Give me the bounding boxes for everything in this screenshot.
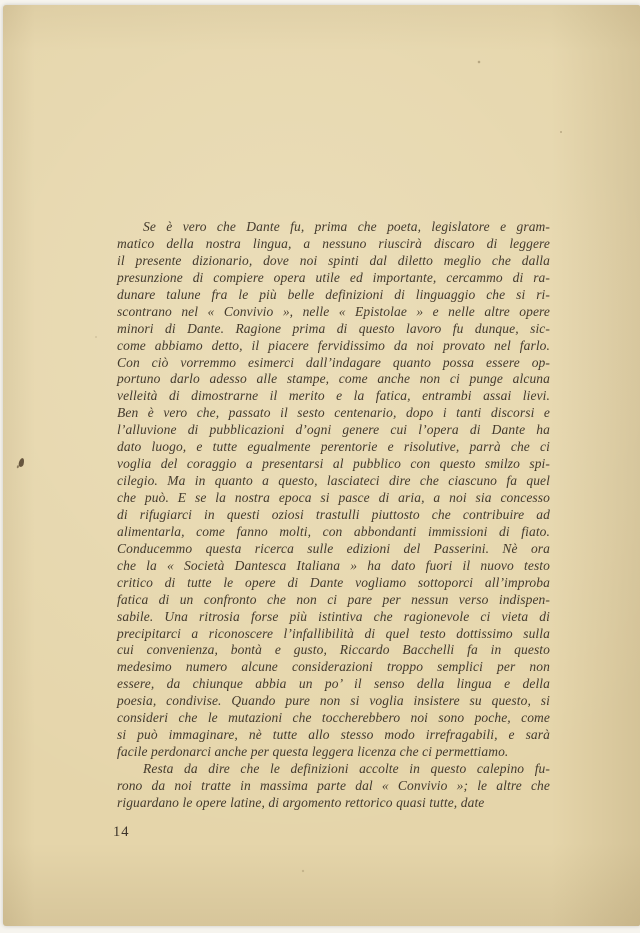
text-line: Con ciò vorremmo esimerci dall’indagare quanto possa essere op- bbox=[117, 354, 550, 370]
text-line: precipitarci a riconoscere l’infallibilità di quel testo dottissimo sulla bbox=[117, 625, 550, 641]
text-line: l’alluvione di pubblicazioni d’ogni genere cui l’opera di Dante ha bbox=[117, 422, 550, 438]
text-line: come abbiamo detto, il piacere fervidissimo da noi provato nel farlo. bbox=[117, 337, 550, 353]
ink-speck bbox=[18, 458, 25, 468]
text-line: riguardano le opere latine, di argomento rettorico quasi tutte, date bbox=[117, 794, 485, 810]
text-line: critico di tutte le opere di Dante vogliamo sottoporci all’improba bbox=[117, 574, 550, 590]
text-line: cilegio. Ma in quanto a questo, lasciateci dire che ciascuno fa quel bbox=[117, 473, 550, 489]
text-line: dunare talune fra le più belle definizioni di linguaggio che si ri- bbox=[117, 286, 550, 302]
text-block bbox=[117, 219, 550, 812]
text-line: Resta da dire che le definizioni accolte in questo calepino fu- bbox=[143, 761, 550, 776]
text-line: dato luogo, e tutte egualmente perentorie e risolutive, parrà che ci bbox=[117, 439, 550, 455]
text-line: essere, da chiunque abbia un po’ il senso della lingua e della bbox=[117, 676, 550, 692]
text-line: che la « Società Dantesca Italiana » ha dato fuori il nuovo testo bbox=[117, 557, 550, 573]
text-line: medesimo numero alcune considerazioni troppo semplici per non bbox=[117, 659, 550, 675]
paragraph bbox=[117, 761, 550, 812]
text-line: velleità di dimostrarne il merito e la fatica, entrambi assai lievi. bbox=[117, 388, 550, 404]
text-line: fatica di un confronto che non ci pare per nessun verso indispen- bbox=[117, 591, 550, 607]
text-line: voglia del coraggio a presentarsi al pubblico con questo smilzo spi- bbox=[117, 456, 550, 472]
page-number: 14 bbox=[113, 824, 130, 840]
text-line: sabile. Una ritrosia forse più istintiva che ragionevole ci vieta di bbox=[117, 608, 550, 624]
text-line: minori di Dante. Ragione prima di questo lavoro fu dunque, sic- bbox=[117, 320, 550, 336]
text-line: alimentarla, come fanno molti, con abbondanti immissioni di fiato. bbox=[117, 523, 550, 539]
text-line: consideri che le mutazioni che toccherebbero noi sono poche, come bbox=[117, 710, 550, 726]
text-line: presunzione di compiere opera utile ed importante, cercammo di ra- bbox=[117, 269, 550, 285]
text-line: Conducemmo questa ricerca sulle edizioni del Passerini. Nè ora bbox=[117, 540, 550, 556]
paragraph bbox=[117, 219, 550, 761]
text-line: rono da noi tratte in massima parte dal « Convivio »; le altre che bbox=[117, 777, 550, 793]
text-line: che può. E se la nostra epoca si pasce di aria, a noi sia concesso bbox=[117, 490, 550, 505]
text-line: matico della nostra lingua, a nessuno riuscirà discaro di leggere bbox=[117, 235, 550, 251]
text-line: di rifugiarci in questi oziosi trastulli piuttosto che contribuire ad bbox=[117, 506, 550, 522]
text-line: il presente dizionario, dove noi spinti dal diletto meglio che dalla bbox=[117, 252, 550, 268]
text-line: facile perdonarci anche per questa leggera licenza che ci permettiamo. bbox=[117, 744, 509, 760]
text-line: cui convenienza, bontà e gusto, Riccardo Bacchelli fa in questo bbox=[117, 642, 550, 658]
text-line: poesia, condivise. Quando pure non si voglia insistere su questo, si bbox=[117, 693, 550, 709]
text-line: si può immaginare, nè tutte allo stesso modo irrefragabili, e sarà bbox=[117, 727, 550, 743]
book-page bbox=[3, 5, 640, 926]
text-line: scontrano nel « Convivio », nelle « Epistolae » e nelle altre opere bbox=[117, 303, 550, 319]
text-line: Ben è vero che, passato il sesto centenario, dopo i tanti discorsi e bbox=[117, 405, 550, 421]
text-line: Se è vero che Dante fu, prima che poeta, legislatore e gram- bbox=[143, 219, 550, 234]
text-line: portuno darlo adesso alle stampe, come anche non ci punge alcuna bbox=[117, 371, 550, 387]
